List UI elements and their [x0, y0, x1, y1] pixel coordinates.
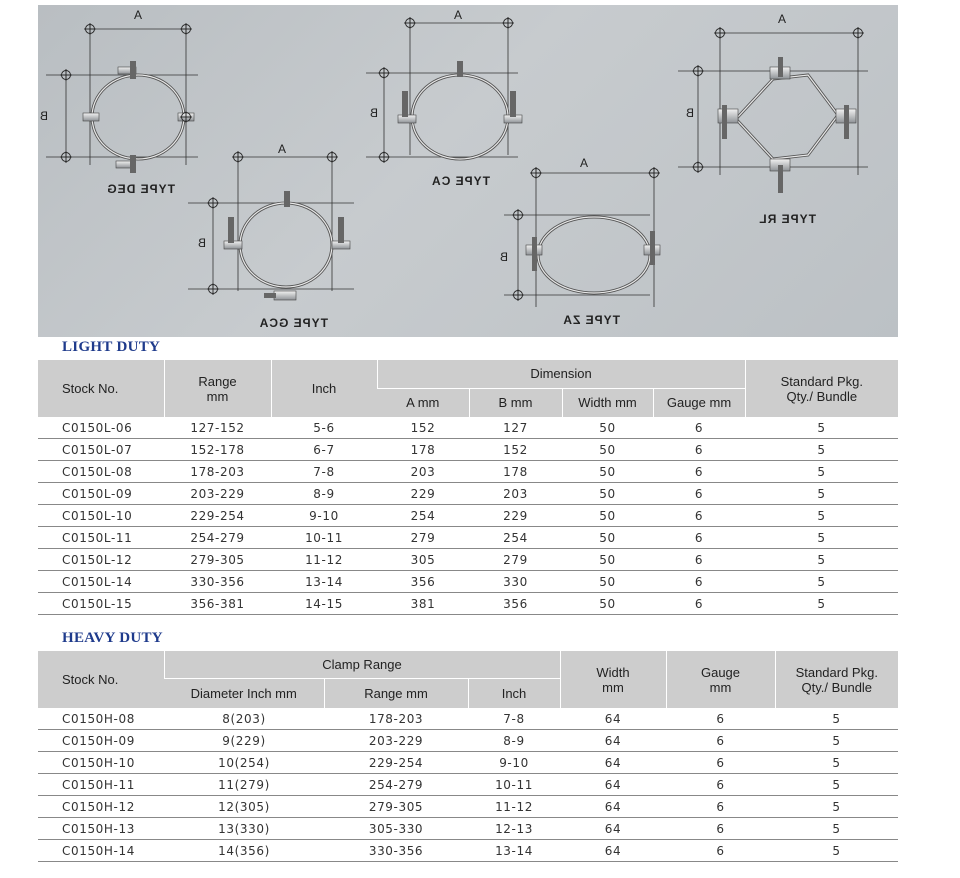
table-cell: 127: [469, 417, 562, 439]
table-cell: 127-152: [164, 417, 271, 439]
table-cell: 6: [666, 730, 775, 752]
table-cell: 229-254: [324, 752, 468, 774]
type-za-label: TYPE ZA: [562, 313, 620, 327]
table-cell: 254-279: [324, 774, 468, 796]
gca-dim-b-label: B: [197, 236, 206, 250]
col-std-pkg: [775, 651, 898, 708]
table-cell: 50: [562, 571, 653, 593]
table-cell: 7-8: [271, 461, 377, 483]
table-row: [38, 708, 898, 730]
table-cell: 178-203: [164, 461, 271, 483]
col-range-mm: Range mm: [324, 678, 468, 708]
rl-dim-a-label: A: [778, 12, 787, 26]
width-label-line2: mm: [602, 679, 624, 695]
table-cell: 254: [469, 527, 562, 549]
table-cell: 254-279: [164, 527, 271, 549]
table-cell: 9-10: [468, 752, 560, 774]
gauge-label-line1: Gauge: [700, 664, 741, 680]
table-cell: 5: [745, 571, 898, 593]
table-cell: 178-203: [324, 708, 468, 730]
table-row: [38, 439, 898, 461]
type-rl-label: TYPE RL: [758, 212, 816, 226]
table-cell: 14-15: [271, 593, 377, 615]
table-cell: 64: [560, 752, 666, 774]
table-cell: 5: [775, 730, 898, 752]
col-inch: Inch: [271, 360, 377, 417]
table-cell: 6: [653, 483, 745, 505]
table-cell: 356: [469, 593, 562, 615]
table-cell: 229: [469, 505, 562, 527]
col-width: [560, 651, 666, 708]
table-cell: 13(330): [164, 818, 324, 840]
table-row: [38, 840, 898, 862]
table-cell: C0150L-15: [38, 593, 164, 615]
table-cell: C0150L-12: [38, 549, 164, 571]
table-cell: 50: [562, 549, 653, 571]
table-row: [38, 730, 898, 752]
table-cell: 330-356: [324, 840, 468, 862]
pkg-label-line1: Standard Pkg.: [795, 664, 878, 680]
table-cell: 50: [562, 593, 653, 615]
table-cell: 6: [666, 818, 775, 840]
range-label-line2: mm: [206, 388, 229, 404]
table-cell: 6: [666, 752, 775, 774]
table-cell: 178: [377, 439, 469, 461]
table-cell: 152: [469, 439, 562, 461]
table-cell: 64: [560, 708, 666, 730]
table-cell: C0150L-09: [38, 483, 164, 505]
table-cell: 64: [560, 840, 666, 862]
table-cell: 330-356: [164, 571, 271, 593]
col-std-pkg: [745, 360, 898, 417]
table-cell: 6: [666, 796, 775, 818]
table-cell: 6: [653, 571, 745, 593]
col-stock-no: Stock No.: [38, 651, 164, 708]
table-cell: 6: [653, 593, 745, 615]
pkg-label-line1: Standard Pkg.: [780, 373, 863, 389]
table-cell: C0150H-10: [38, 752, 164, 774]
type-deg-label: TYPE DEG: [106, 182, 175, 196]
clamp-types-diagram: [38, 5, 898, 337]
table-cell: C0150H-14: [38, 840, 164, 862]
col-range: [164, 360, 271, 417]
table-cell: C0150H-13: [38, 818, 164, 840]
table-row: [38, 461, 898, 483]
table-cell: 12(305): [164, 796, 324, 818]
table-row: [38, 796, 898, 818]
table-cell: 50: [562, 505, 653, 527]
table-cell: 8(203): [164, 708, 324, 730]
table-cell: 50: [562, 417, 653, 439]
table-cell: 203: [469, 483, 562, 505]
pkg-label-line2: Qty./ Bundle: [801, 679, 873, 695]
table-cell: 254: [377, 505, 469, 527]
ca-dim-a-label: A: [454, 8, 463, 22]
col-b-mm: B mm: [469, 388, 562, 417]
table-cell: 178: [469, 461, 562, 483]
width-label-line1: Width: [596, 664, 630, 680]
table-cell: 203-229: [164, 483, 271, 505]
table-cell: 5: [745, 417, 898, 439]
table-cell: 305: [377, 549, 469, 571]
table-cell: 6: [653, 549, 745, 571]
table-cell: 50: [562, 483, 653, 505]
table-cell: 5: [775, 708, 898, 730]
col-gauge: [666, 651, 775, 708]
table-row: [38, 818, 898, 840]
table-cell: 6: [653, 505, 745, 527]
table-cell: C0150L-11: [38, 527, 164, 549]
table-cell: 6: [653, 527, 745, 549]
table-cell: 5: [745, 505, 898, 527]
table-row: [38, 417, 898, 439]
za-dim-a-label: A: [580, 156, 589, 170]
table-row: [38, 527, 898, 549]
col-a-mm: A mm: [377, 388, 469, 417]
table-cell: 11-12: [271, 549, 377, 571]
table-cell: 279: [377, 527, 469, 549]
table-cell: 8-9: [271, 483, 377, 505]
col-dimension: Dimension: [377, 360, 745, 388]
table-cell: 356-381: [164, 593, 271, 615]
za-dim-b-label: B: [499, 250, 508, 264]
table-cell: C0150L-06: [38, 417, 164, 439]
table-cell: 13-14: [271, 571, 377, 593]
table-cell: 64: [560, 818, 666, 840]
table-cell: 5: [775, 752, 898, 774]
col-diameter: Diameter Inch mm: [164, 678, 324, 708]
table-cell: 381: [377, 593, 469, 615]
table-cell: 10-11: [271, 527, 377, 549]
table-cell: 5: [775, 818, 898, 840]
table-cell: C0150L-10: [38, 505, 164, 527]
table-row: [38, 593, 898, 615]
ca-dim-b-label: B: [369, 106, 378, 120]
type-ca-label: TYPE CA: [430, 174, 490, 188]
table-cell: 11(279): [164, 774, 324, 796]
table-cell: 152: [377, 417, 469, 439]
table-cell: 5: [775, 840, 898, 862]
type-ca-drawing: [366, 17, 522, 163]
table-row: [38, 571, 898, 593]
table-cell: 50: [562, 461, 653, 483]
light-duty-title: LIGHT DUTY: [62, 339, 161, 355]
table-cell: 50: [562, 439, 653, 461]
table-cell: C0150L-08: [38, 461, 164, 483]
gauge-label-line2: mm: [709, 679, 732, 695]
table-cell: 6: [666, 840, 775, 862]
heavy-duty-table: [38, 651, 898, 862]
table-cell: 14(356): [164, 840, 324, 862]
table-cell: C0150H-08: [38, 708, 164, 730]
table-cell: 11-12: [468, 796, 560, 818]
table-cell: 13-14: [468, 840, 560, 862]
table-cell: 12-13: [468, 818, 560, 840]
table-row: [38, 549, 898, 571]
table-cell: 356: [377, 571, 469, 593]
table-cell: 5: [745, 439, 898, 461]
table-cell: 8-9: [468, 730, 560, 752]
table-cell: 5: [745, 593, 898, 615]
table-cell: 6: [666, 774, 775, 796]
table-cell: 64: [560, 796, 666, 818]
table-cell: 5: [745, 549, 898, 571]
table-cell: 7-8: [468, 708, 560, 730]
light-duty-table: [38, 360, 898, 615]
type-gca-drawing: [188, 151, 354, 300]
col-gauge-mm: Gauge mm: [653, 388, 745, 417]
table-cell: C0150H-11: [38, 774, 164, 796]
type-gca-label: TYPE GCA: [258, 316, 328, 330]
table-cell: 229: [377, 483, 469, 505]
type-deg-drawing: [46, 23, 198, 173]
table-cell: 5: [745, 461, 898, 483]
table-cell: 5: [775, 774, 898, 796]
table-cell: 229-254: [164, 505, 271, 527]
table-cell: 10(254): [164, 752, 324, 774]
table-cell: 9-10: [271, 505, 377, 527]
pkg-label-line2: Qty./ Bundle: [786, 388, 858, 404]
table-cell: 203: [377, 461, 469, 483]
col-width-mm: Width mm: [562, 388, 653, 417]
table-cell: C0150H-09: [38, 730, 164, 752]
table-row: [38, 774, 898, 796]
table-cell: 6: [653, 461, 745, 483]
table-cell: 152-178: [164, 439, 271, 461]
deg-dim-a-label: A: [134, 8, 143, 22]
table-cell: 279-305: [164, 549, 271, 571]
type-rl-drawing: [678, 27, 868, 193]
table-cell: 64: [560, 774, 666, 796]
table-cell: 9(229): [164, 730, 324, 752]
table-cell: 6: [653, 439, 745, 461]
table-cell: 5: [775, 796, 898, 818]
table-cell: C0150L-14: [38, 571, 164, 593]
table-cell: C0150H-12: [38, 796, 164, 818]
table-cell: 330: [469, 571, 562, 593]
table-cell: 279-305: [324, 796, 468, 818]
col-inch: Inch: [468, 678, 560, 708]
col-clamp-range: Clamp Range: [164, 651, 560, 678]
table-cell: 279: [469, 549, 562, 571]
col-stock-no: Stock No.: [38, 360, 164, 417]
table-cell: 305-330: [324, 818, 468, 840]
heavy-duty-title: HEAVY DUTY: [62, 630, 163, 646]
range-label-line1: Range: [198, 373, 237, 389]
table-cell: 50: [562, 527, 653, 549]
table-row: [38, 752, 898, 774]
deg-dim-b-label: B: [39, 109, 48, 123]
type-za-drawing: [504, 167, 660, 307]
table-cell: 5: [745, 527, 898, 549]
table-cell: 6-7: [271, 439, 377, 461]
table-cell: 5: [745, 483, 898, 505]
table-cell: 6: [666, 708, 775, 730]
table-cell: 6: [653, 417, 745, 439]
table-row: [38, 483, 898, 505]
table-cell: 203-229: [324, 730, 468, 752]
gca-dim-a-label: A: [278, 142, 287, 156]
table-row: [38, 505, 898, 527]
table-cell: 5-6: [271, 417, 377, 439]
table-cell: C0150L-07: [38, 439, 164, 461]
table-cell: 64: [560, 730, 666, 752]
rl-dim-b-label: B: [685, 106, 694, 120]
table-cell: 10-11: [468, 774, 560, 796]
